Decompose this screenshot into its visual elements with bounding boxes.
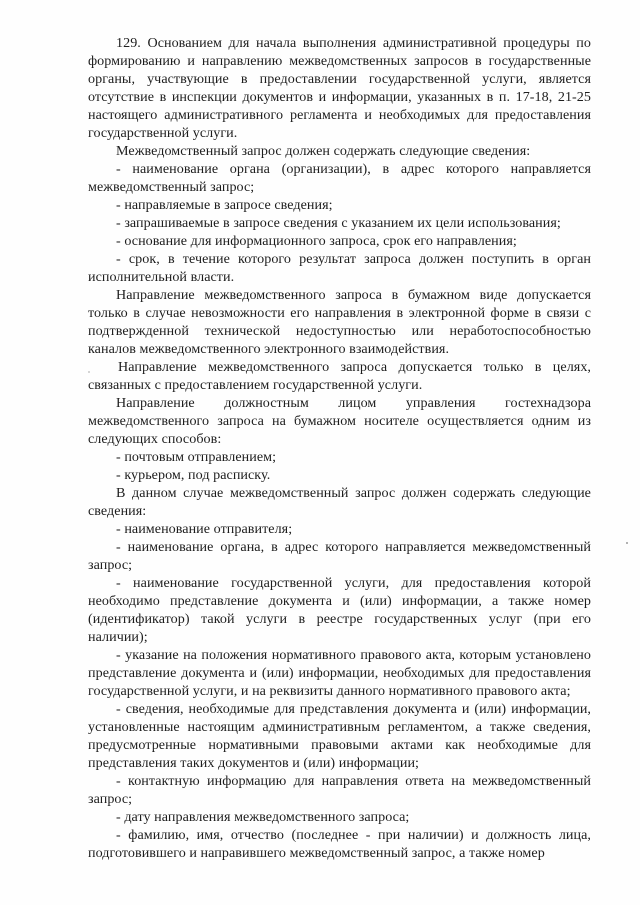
list-item: - дату направления межведомственного запроса;	[116, 809, 410, 825]
list-item: - наименование органа, в адрес которого направляется межведомственный запрос;	[88, 539, 591, 573]
scan-speck	[626, 542, 628, 544]
paragraph: Направление межведомственного запроса в бумажном виде допускается только в случае невозможности его направления в электронной форме в связи с подтвержденной технической недоступностью или неработоспособностью каналов межведомственного электронного взаимодействия.	[88, 287, 591, 357]
paragraph: Направление межведомственного запроса допускается только в целях, связанных с предоставлением государственной услуги.	[88, 359, 591, 393]
list-item: - наименование отправителя;	[116, 521, 293, 537]
list-item: - указание на положения нормативного правового акта, которым установлено представление документа и (или) информации, необходимых для предоставления государственной услуги, и на реквизиты данного нормативного правового акта;	[88, 647, 591, 699]
list-item: - контактную информацию для направления ответа на межведомственный запрос;	[88, 773, 591, 807]
list-item: - запрашиваемые в запросе сведения с указанием их цели использования;	[116, 215, 561, 231]
paragraph: В данном случае межведомственный запрос должен содержать следующие сведения:	[88, 485, 591, 519]
paragraph: Направление должностным лицом управления гостехнадзора межведомственного запроса на бумажном носителе осуществляется одним из следующих способов:	[88, 395, 591, 447]
list-item: - срок, в течение которого результат запроса должен поступить в орган исполнительной власти.	[88, 251, 591, 285]
paragraph-129: 129. Основанием для начала выполнения административной процедуры по формированию и направлению межведомственных запросов в государственные органы, участвующие в предоставлении государственной услуги, является отсутствие в инспекции документов и информации, указанных в п. 17-18, 21-25 настоящего административного регламента и необходимых для предоставления государственной услуги.	[88, 35, 591, 141]
document-body	[88, 34, 591, 862]
list-item: - сведения, необходимые для представления документа и (или) информации, установленные настоящим административным регламентом, а также сведения, предусмотренные нормативными правовыми актами как необходимые для представления таких документов и (или) информации;	[88, 701, 591, 771]
list-item: - наименование государственной услуги, для предоставления которой необходимо представление документа и (или) информации, а также номер (идентификатор) такой услуги в реестре государственных услуг (при его наличии);	[88, 575, 591, 645]
list-item: - основание для информационного запроса, срок его направления;	[116, 233, 517, 249]
list-item: - почтовым отправлением;	[116, 449, 277, 465]
list-item: - курьером, под расписку.	[116, 467, 271, 483]
paragraph: Межведомственный запрос должен содержать следующие сведения:	[116, 143, 531, 159]
list-item: - фамилию, имя, отчество (последнее - при наличии) и должность лица, подготовившего и направившего межведомственный запрос, а также номер	[88, 827, 591, 861]
list-item: - направляемые в запросе сведения;	[116, 197, 333, 213]
list-item: - наименование органа (организации), в адрес которого направляется межведомственный запрос;	[88, 161, 591, 195]
